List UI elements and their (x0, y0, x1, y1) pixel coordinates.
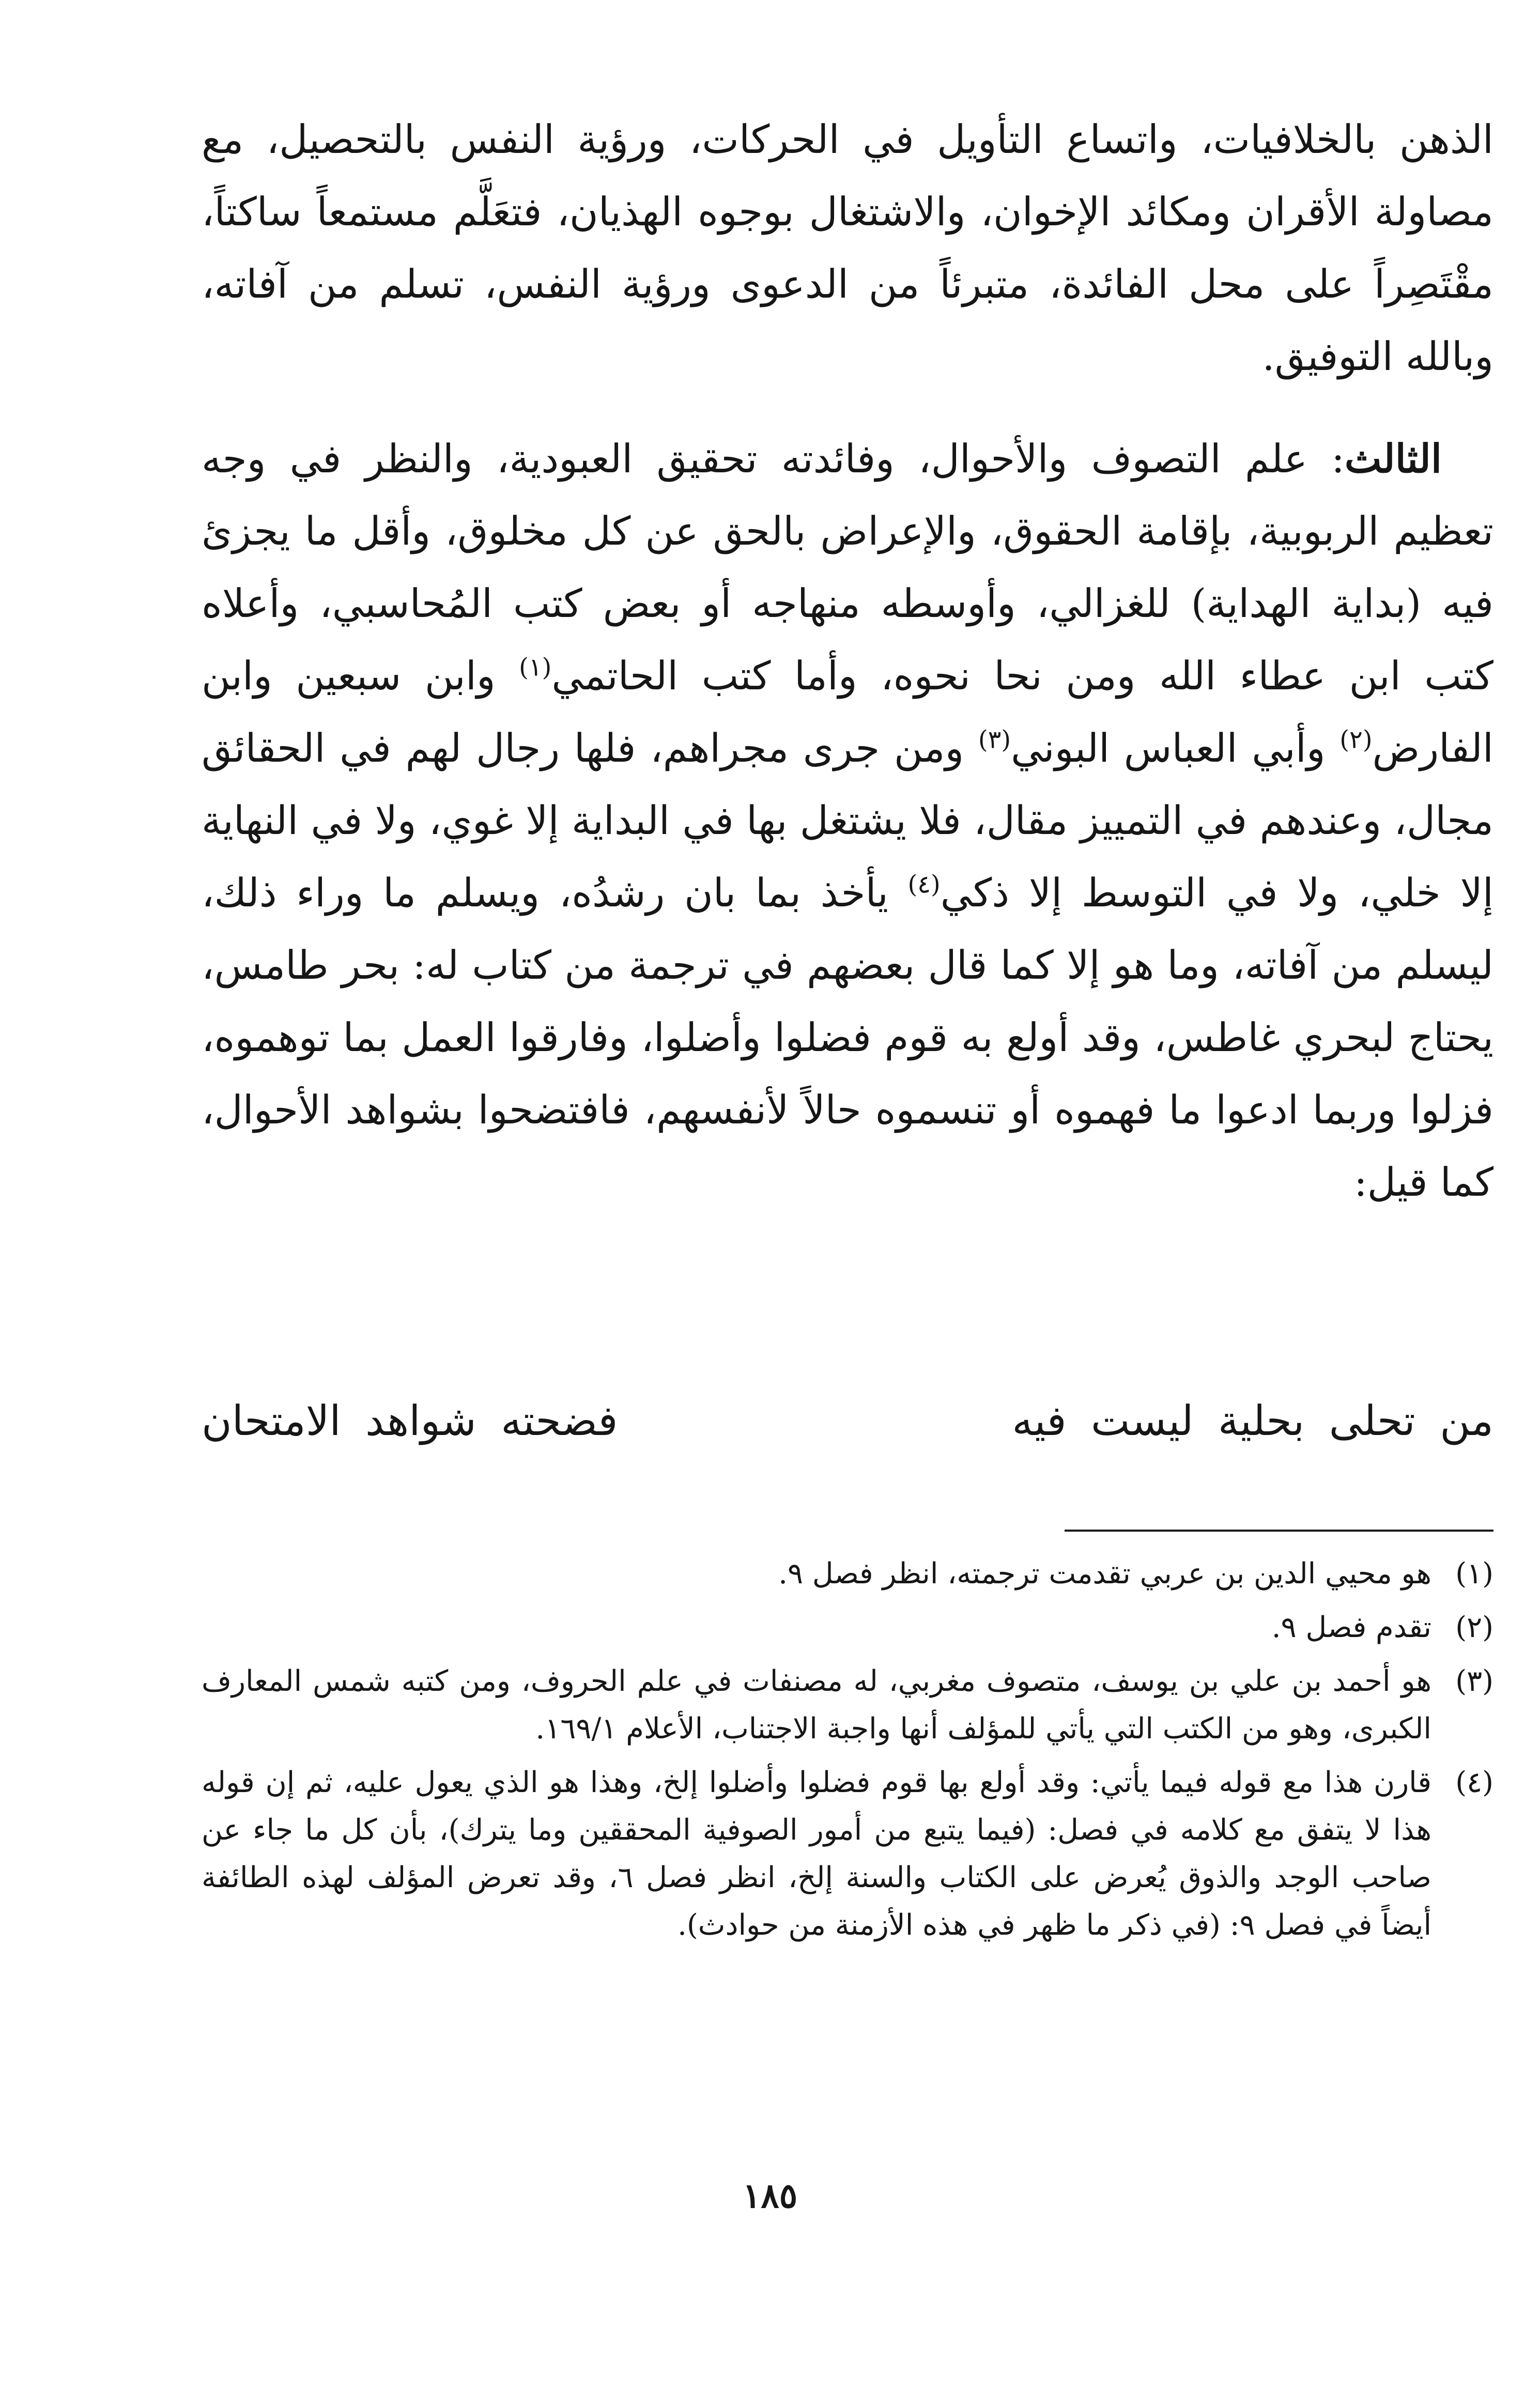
footnote-item (202, 1550, 1493, 1598)
paragraph-text: الذهن بالخلافيات، واتساع التأويل في الحركات، ورؤية النفس بالتحصيل، مع مصاولة الأقران ومكائد الإخوان، والاشتغال بوجوه الهذيان، فتعَلَّم مستمعاً ساكتاً، مقْتَصِراً على محل الفائدة، متبرئاً من الدعوى ورؤية النفس، تسلم من آفاته، وبالله التوفيق. (202, 116, 1493, 379)
paragraph-text-segment: ومن جرى مجراهم، فلها رجال لهم في الحقائق مجال، وعندهم في التمييز مقال، فلا يشتغل بها في البداية إلا غوي، ولا في النهاية إلا خلي، ولا في التوسط إلا ذكي (202, 725, 1494, 916)
main-text (202, 103, 1493, 1218)
paragraph-third-science (202, 423, 1493, 1218)
footnote-divider (1065, 1530, 1493, 1532)
footnote-number: (٤) (1455, 1766, 1493, 1799)
footnote-text: هو أحمد بن علي بن يوسف، متصوف مغربي، له مصنفات في علم الحروف، ومن كتبه شمس المعارف الكبرى، وهو من الكتب التي يأتي للمؤلف أنها واجبة الاجتناب، الأعلام ١٦٩/١. (202, 1664, 1431, 1746)
footnote-number: (١) (1455, 1557, 1493, 1591)
paragraph-text-segment: وأبي العباس البوني (1011, 725, 1340, 771)
footnote-text: قارن هذا مع قوله فيما يأتي: وقد أولع بها قوم فضلوا وأضلوا إلخ، وهذا هو الذي يعول عليه، ثم إن قوله هذا لا يتفق مع كلامه في فصل: (فيما يتبع من أمور الصوفية المحققين وما يترك)، بأن كل ما جاء عن صاحب الوجد والذوق يُعرض على الكتاب والسنة إلخ، انظر فصل ٦، وقد تعرض المؤلف لهذه الطائفة أيضاً في فصل ٩: (في ذكر ما ظهر في هذه الأزمنة من حوادث). (202, 1766, 1432, 1942)
footnote-item (202, 1658, 1493, 1753)
paragraph-text-segment: وابن سبعين وابن الفارض (202, 653, 1494, 771)
poetry-verse (202, 1385, 1493, 1457)
footnotes-section (202, 1550, 1493, 1955)
verse-first-hemistich: من تحلى بحلية ليست فيه (1012, 1397, 1493, 1445)
footnote-number: (٣) (1455, 1664, 1493, 1698)
footnote-item (202, 1604, 1493, 1652)
verse-second-hemistich: فضحته شواهد الامتحان (202, 1397, 618, 1445)
footnote-marker-4[interactable]: (٤) (907, 870, 941, 899)
paragraph-text-segment: : علم التصوف والأحوال، وفائدته تحقيق العبودية، والنظر في وجه تعظيم الربوبية، بإقامة الحقوق، والإعراض بالحق عن كل مخلوق، وأقل ما يجزئ فيه (بداية الهداية) للغزالي، وأوسطه منهاجه أو بعض كتب المُحاسبي، وأعلاه كتب ابن عطاء الله ومن نحا نحوه، وأما كتب الحاتمي (202, 436, 1493, 699)
footnote-marker-3[interactable]: (٣) (978, 725, 1011, 754)
paragraph-continuation (202, 103, 1493, 393)
paragraph-lead-word: الثالث (1344, 436, 1442, 482)
page-number: ١٨٥ (742, 2175, 798, 2216)
footnote-marker-1[interactable]: (١) (519, 653, 552, 682)
footnote-marker-2[interactable]: (٢) (1339, 725, 1373, 754)
footnote-item (202, 1759, 1493, 1949)
paragraph-text-segment: يأخذ بما بان رشدُه، ويسلم ما وراء ذلك، ليسلم من آفاته، وما هو إلا كما قال بعضهم في ترجمة من كتاب له: بحر طامس، يحتاج لبحري غاطس، وقد أولع به قوم فضلوا وأضلوا، وفارقوا العمل بما توهموه، فزلوا وربما ادعوا ما فهموه أو تنسموه حالاً لأنفسهم، فافتضحوا بشواهد الأحوال، كما قيل: (202, 870, 1493, 1205)
footnote-number: (٢) (1455, 1611, 1493, 1644)
footnote-text: هو محيي الدين بن عربي تقدمت ترجمته، انظر فصل ٩. (778, 1557, 1431, 1591)
footnote-text: تقدم فصل ٩. (1271, 1611, 1431, 1644)
